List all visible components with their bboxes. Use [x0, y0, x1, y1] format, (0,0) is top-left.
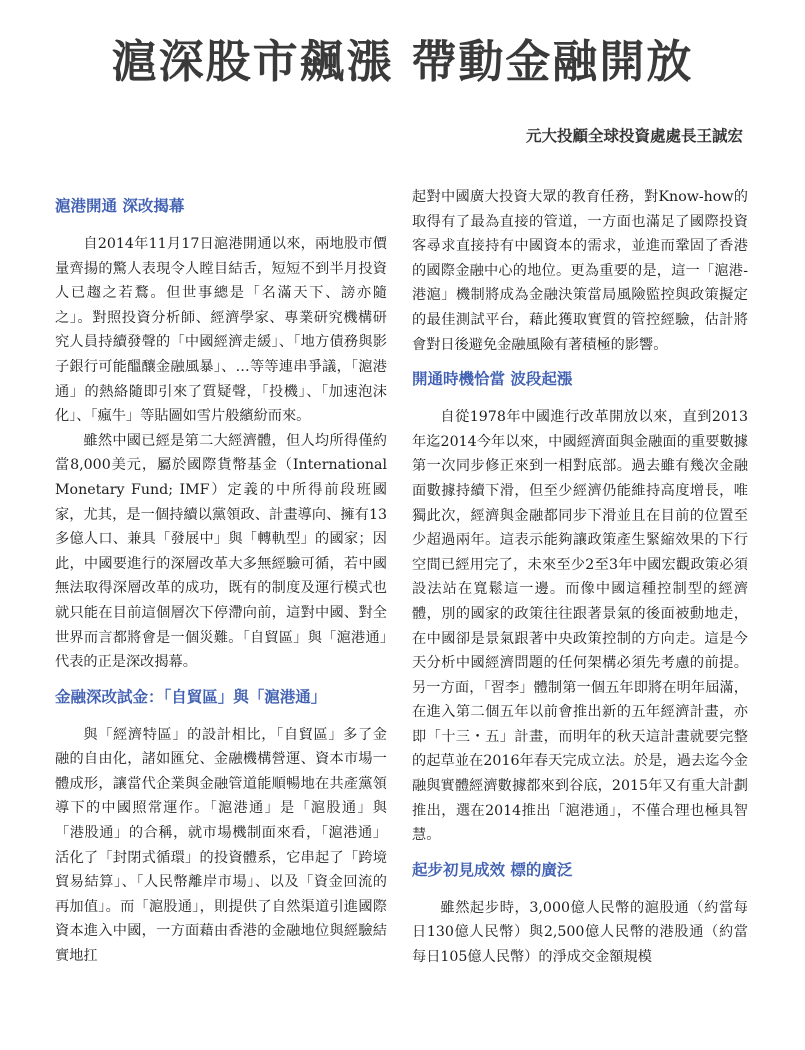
paragraph: 雖然起步時，3,000億人民幣的滬股通（約當每日130億人民幣）與2,500億人民幣的港股通（約當每日105億人民幣）的淨成交金額規模	[412, 899, 748, 966]
section-heading-timing: 開通時機恰當 波段起漲	[412, 370, 573, 389]
paragraph: 自從1978年中國進行改革開放以來，直到2013年迄2014今年以來，中國經濟面與金融面的重要數據第一次同步修正來到一相對底部。過去雖有幾次金融面數據持續下滑，但至少經濟仍能維持高度增長，唯獨此次，經濟與金融都同步下滑並且在目前的位置至少超過兩年。這表示能夠讓政策產生緊縮效果的下行空間已經用完了，未來至少2至3年中國宏觀政策必須設法站在寬鬆這一邊。而像中國這種控制型的經濟體，別的國家的政策往往跟著景氣的後面被動地走，在中國卻是景氣跟著中央政策控制的方向走。這是今天分析中國經濟問題的任何架構必須先考慮的前提。另一方面，「習李」體制第一個五年即將在明年屆滿，在進入第二個五年以前會推出新的五年經濟計畫，亦即「十三・五」計畫，而明年的秋天這計畫就要完整的起草並在2016年春天完成立法。於是，過去迄今金融與實體經濟數據都來到谷底，2015年又有重大計劃推出，選在2014推出「滬港通」，不僅合理也極具智慧。	[412, 409, 748, 844]
paragraph-continued: 起對中國廣大投資大眾的教育任務，對Know-how的取得有了最為直接的管道，一方面也滿足了國際投資客尋求直接持有中國資本的需求，並進而鞏固了香港的國際金融中心的地位。更為重要的是，這一「滬港-港滬」機制將成為金融決策當局風險監控與政策擬定的最佳測試平台，藉此獲取實質的管控經驗，估計將會對日後避免金融風險有著積極的影響。	[412, 189, 748, 353]
paragraph: 與「經濟特區」的設計相比，「自貿區」多了金融的自由化，諸如匯兌、金融機構營運、資本市場一體成形，讓當代企業與金融管道能順暢地在共產黨領導下的中國照常運作。「滬港通」是「滬股通」與「港股通」的合稱，就市場機制面來看，「滬港通」活化了「封閉式循環」的投資體系，它串起了「跨境貿易結算」、「人民幣離岸市場」、以及「資金回流的再加值」。而「滬股通」，則提供了自然渠道引進國際資本進入中國，一方面藉由香港的金融地位與經驗結實地扛	[55, 726, 387, 965]
paragraph: 雖然中國已經是第二大經濟體，但人均所得僅約當8,000美元，屬於國際貨幣基金（International Monetary Fund; IMF）定義的中所得前段班國家，尤其，是一個持續以黨領政、計畫導向、擁有13多億人口、兼具「發展中」與「轉軌型」的國家；因此，中國要進行的深層改革大多無經驗可循，若中國無法取得深層改革的成功，既有的制度及運行模式也就只能在目前這個層次下停滯向前，這對中國、對全世界而言都將會是一個災難。「自貿區」與「滬港通」代表的正是深改揭幕。	[55, 432, 387, 671]
article-title: 滬深股市飆漲 帶動金融開放	[111, 35, 694, 88]
section-heading-hk-connect: 滬港開通 深改揭幕	[55, 197, 185, 215]
section-heading-early-results: 起步初見成效 標的廣泛	[412, 860, 573, 879]
right-column	[412, 185, 748, 970]
section-heading-financial-reform: 金融深改試金：「自貿區」與「滬港通」	[55, 687, 327, 706]
author-byline: 元大投顧全球投資處處長王誠宏	[525, 127, 743, 145]
left-column	[55, 186, 387, 969]
paragraph: 自2014年11月17日滬港開通以來，兩地股市價量齊揚的驚人表現令人瞠目結舌，短短不到半月投資人已趨之若鶩。但世事總是「名滿天下、謗亦隨之」。對照投資分析師、經濟學家、專業研究機構研究人員持續發聲的「中國經濟走緩」、「地方債務與影子銀行可能醞釀金融風暴」、…等等連串爭議，「滬港通」的熱絡隨即引來了質疑聲，「投機」、「加速泡沫化」、「瘋牛」等貼圖如雪片般繽紛而來。	[55, 236, 387, 425]
